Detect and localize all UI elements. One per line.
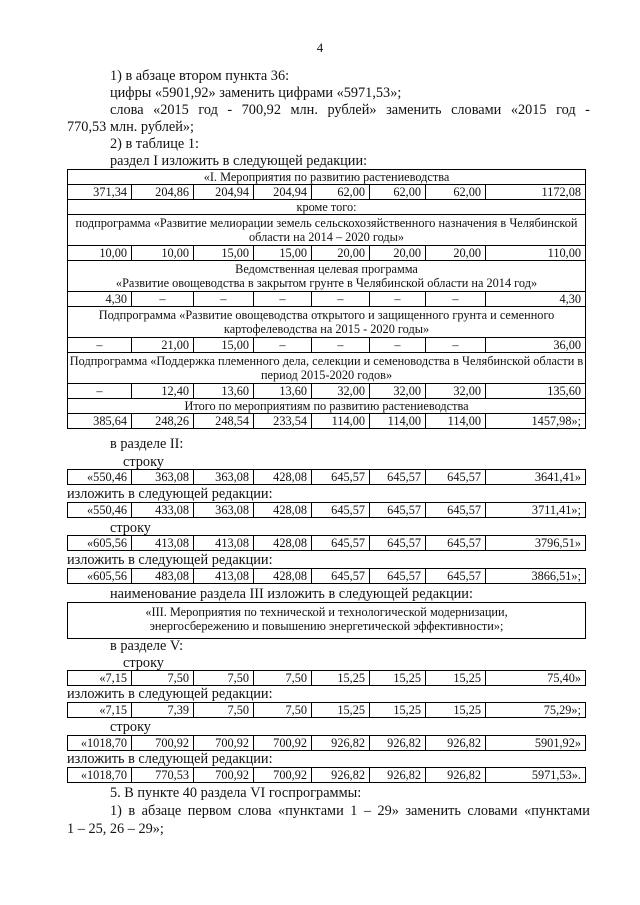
table-cell: «7,15 [68, 703, 132, 718]
table-cell: – [194, 292, 254, 307]
row-table [67, 535, 586, 551]
table-cell: 926,82 [370, 768, 426, 783]
table-cell: 114,00 [370, 414, 426, 429]
table-cell: 4,30 [486, 292, 586, 307]
table-header-line: «Развитие овощеводства в закрытом грунте в Челябинской области на 2014 год» [115, 276, 538, 290]
table-cell: 3641,41» [486, 470, 586, 485]
table-cell: 645,57 [426, 503, 486, 518]
table-cell: 75,29»; [486, 703, 586, 718]
table-cell: 15,25 [426, 703, 486, 718]
table-cell: 926,82 [426, 736, 486, 751]
label-izlozhit: изложить в следующей редакции: [67, 552, 273, 568]
table-cell: 645,57 [370, 503, 426, 518]
table-cell: 385,64 [68, 414, 132, 429]
table-cell: 5971,53». [486, 768, 586, 783]
row-table [67, 568, 586, 584]
label-izlozhit: изложить в следующей редакции: [67, 751, 273, 767]
label-stroku: строку [110, 520, 151, 536]
table-header-breeding: Подпрограмма «Поддержка племенного дела, селекции и семеноводства в Челябинской области в период 2015-2020 годов» [68, 353, 586, 384]
table-row [68, 503, 586, 518]
table-cell: 204,94 [194, 185, 254, 200]
page-number: 4 [316, 40, 324, 55]
table-row [68, 470, 586, 485]
table-cell: 926,82 [370, 736, 426, 751]
box-line: «III. Мероприятия по технической и технологической модернизации, [145, 605, 508, 619]
table-cell: 13,60 [254, 384, 312, 399]
table-cell: 413,08 [194, 536, 254, 551]
para-digits-replace: цифры «5901,92» заменить цифрами «5971,53»; [110, 85, 402, 101]
table-cell: 20,00 [312, 246, 370, 261]
row-table [67, 469, 586, 485]
table-cell: 428,08 [254, 569, 312, 584]
table-cell: 645,57 [312, 536, 370, 551]
table-cell: 645,57 [312, 503, 370, 518]
table-cell: 7,50 [194, 671, 254, 686]
table-cell: 15,00 [194, 246, 254, 261]
row-table [67, 767, 586, 783]
row-table [67, 735, 586, 751]
table-header-total: Итого по мероприятиям по развитию растениеводства [68, 399, 586, 414]
table-cell: «605,56 [68, 569, 132, 584]
table-cell: 428,08 [254, 503, 312, 518]
table-cell: 7,50 [132, 671, 194, 686]
table-cell: «605,56 [68, 536, 132, 551]
table-row [68, 736, 586, 751]
table-cell: 32,00 [370, 384, 426, 399]
table-cell: 4,30 [68, 292, 132, 307]
para-item-2: 2) в таблице 1: [110, 136, 199, 152]
table-cell: 32,00 [426, 384, 486, 399]
word: «пунктами [277, 803, 344, 819]
table-cell: 114,00 [426, 414, 486, 429]
word: первом [187, 803, 232, 819]
table-cell: 5901,92» [486, 736, 586, 751]
para-words-replace-cont: 770,53 млн. рублей»; [67, 119, 194, 135]
word: 1 [350, 803, 358, 819]
word: 700,92 [241, 102, 281, 118]
table-cell: 428,08 [254, 470, 312, 485]
table-cell: 700,92 [254, 736, 312, 751]
table-cell: 926,82 [312, 736, 370, 751]
word: в [128, 803, 136, 819]
table-cell: 204,86 [132, 185, 194, 200]
label-stroku: строку [123, 454, 164, 470]
table-header-plant-growing: «I. Мероприятия по развитию растениеводства [68, 170, 586, 185]
table-cell: 7,50 [194, 703, 254, 718]
word: слова [110, 102, 144, 118]
word: - [585, 102, 590, 118]
table-cell: 645,57 [426, 536, 486, 551]
table-cell: 62,00 [312, 185, 370, 200]
table-cell: – [426, 292, 486, 307]
table-cell: 32,00 [312, 384, 370, 399]
table-cell: 363,08 [132, 470, 194, 485]
table-cell: «1018,70 [68, 736, 132, 751]
word: - [227, 102, 233, 118]
table-row [68, 569, 586, 584]
table-cell: «1018,70 [68, 768, 132, 783]
para-section-1: раздел I изложить в следующей редакции: [110, 153, 368, 169]
table-section-1 [67, 169, 586, 429]
table-header-vegetables-closed [68, 261, 586, 292]
table-row [68, 536, 586, 551]
row-table [67, 502, 586, 518]
section-5-heading: в разделе V: [110, 638, 184, 654]
table-cell: – [312, 338, 370, 353]
table-cell: 135,60 [486, 384, 586, 399]
label-stroku: строку [123, 655, 164, 671]
table-cell: – [312, 292, 370, 307]
table-cell: 3866,51»; [486, 569, 586, 584]
table-cell: 645,57 [426, 470, 486, 485]
table-cell: «7,15 [68, 671, 132, 686]
table-cell: 645,57 [370, 536, 426, 551]
word: год [198, 102, 218, 118]
table-cell: 700,92 [132, 736, 194, 751]
table-row [68, 768, 586, 783]
row-table [67, 702, 586, 718]
table-cell: 7,39 [132, 703, 194, 718]
word: 29» [377, 803, 399, 819]
table-row [68, 384, 586, 399]
table-cell: 15,00 [194, 338, 254, 353]
table-cell: 700,92 [194, 768, 254, 783]
table-header-besides: кроме того: [68, 200, 586, 215]
section-2-heading: в разделе II: [110, 436, 184, 452]
table-cell: 413,08 [194, 569, 254, 584]
table-cell: – [254, 292, 312, 307]
table-cell: 413,08 [132, 536, 194, 551]
label-izlozhit: изложить в следующей редакции: [67, 686, 273, 702]
table-cell: 10,00 [132, 246, 194, 261]
table-cell: 483,08 [132, 569, 194, 584]
table-row [68, 246, 586, 261]
table-row [68, 703, 586, 718]
table-cell: 15,25 [370, 671, 426, 686]
para-item-5-1-cont: 1 – 25, 26 – 29»; [67, 821, 164, 837]
table-cell: 62,00 [426, 185, 486, 200]
table-cell: 20,00 [426, 246, 486, 261]
word: заменить [386, 102, 442, 118]
word: рублей» [327, 102, 377, 118]
table-cell: 75,40» [486, 671, 586, 686]
word: 1) [110, 803, 122, 819]
table-cell: – [426, 338, 486, 353]
table-row [68, 671, 586, 686]
box-line: энергосбережению и повышению энергетической эффективности»; [149, 619, 504, 633]
label-izlozhit: изложить в следующей редакции: [67, 486, 273, 502]
word: млн. [290, 102, 318, 118]
table-header-melioration: подпрограмма «Развитие мелиорации земель сельскохозяйственного назначения в Челябинской области на 2014 – 2020 годы» [68, 215, 586, 246]
table-cell: 13,60 [194, 384, 254, 399]
table-header-vegetables-open: Подпрограмма «Развитие овощеводства открытого и защищенного грунта и семенного картофелеводства на 2015 - 2020 годы» [68, 307, 586, 338]
table-cell: – [370, 338, 426, 353]
table-cell: «550,46 [68, 503, 132, 518]
para-item-5-1 [110, 803, 590, 820]
table-cell: 645,57 [312, 569, 370, 584]
word: слова [237, 803, 272, 819]
table-cell: – [68, 384, 132, 399]
table-row [68, 185, 586, 200]
table-cell: 21,00 [132, 338, 194, 353]
table-cell: 645,57 [312, 470, 370, 485]
table-cell: 10,00 [68, 246, 132, 261]
section-3-title-box [67, 602, 586, 639]
label-stroku: строку [110, 719, 151, 735]
table-cell: 700,92 [194, 736, 254, 751]
table-cell: 12,40 [132, 384, 194, 399]
word: словами [451, 102, 502, 118]
table-cell: 645,57 [370, 569, 426, 584]
table-cell: 15,25 [370, 703, 426, 718]
row-table [67, 670, 586, 686]
table-cell: – [254, 338, 312, 353]
word: абзаце [141, 803, 182, 819]
table-cell: 15,00 [254, 246, 312, 261]
table-cell: 363,08 [194, 470, 254, 485]
table-cell: 770,53 [132, 768, 194, 783]
table-row [68, 292, 586, 307]
para-words-replace [110, 102, 590, 119]
word: заменить [405, 803, 461, 819]
word: словами [467, 803, 518, 819]
table-cell: 1457,98»; [486, 414, 586, 429]
table-row [68, 414, 586, 429]
table-header-line: Ведомственная целевая программа [235, 262, 418, 276]
table-cell: 645,57 [426, 569, 486, 584]
para-item-5: 5. В пункте 40 раздела VI госпрограммы: [110, 785, 362, 801]
table-cell: 20,00 [370, 246, 426, 261]
table-cell: 15,25 [312, 703, 370, 718]
table-cell: 428,08 [254, 536, 312, 551]
table-cell: 248,26 [132, 414, 194, 429]
table-cell: 204,94 [254, 185, 312, 200]
table-cell: 114,00 [312, 414, 370, 429]
table-cell: – [132, 292, 194, 307]
table-cell: 3796,51» [486, 536, 586, 551]
table-cell: – [370, 292, 426, 307]
table-cell: 3711,41»; [486, 503, 586, 518]
table-cell: 926,82 [426, 768, 486, 783]
table-cell: 7,50 [254, 703, 312, 718]
table-cell: 62,00 [370, 185, 426, 200]
table-cell: 110,00 [486, 246, 586, 261]
para-item-1: 1) в абзаце втором пункта 36: [110, 68, 290, 84]
table-cell: – [68, 338, 132, 353]
table-cell: 433,08 [132, 503, 194, 518]
table-cell: 926,82 [312, 768, 370, 783]
table-cell: 248,54 [194, 414, 254, 429]
word: «2015 [510, 102, 547, 118]
word: «пунктами [524, 803, 590, 819]
table-cell: 36,00 [486, 338, 586, 353]
table-cell: 15,25 [312, 671, 370, 686]
table-cell: 371,34 [68, 185, 132, 200]
table-cell: 7,50 [254, 671, 312, 686]
table-cell: 645,57 [370, 470, 426, 485]
word: год [556, 102, 576, 118]
table-row [68, 338, 586, 353]
table-cell: «550,46 [68, 470, 132, 485]
word: – [363, 803, 372, 819]
word: «2015 [153, 102, 189, 118]
table-cell: 1172,08 [486, 185, 586, 200]
table-cell: 233,54 [254, 414, 312, 429]
table-cell: 700,92 [254, 768, 312, 783]
section-3-heading: наименование раздела III изложить в следующей редакции: [110, 586, 473, 602]
table-cell: 15,25 [426, 671, 486, 686]
table-cell: 363,08 [194, 503, 254, 518]
